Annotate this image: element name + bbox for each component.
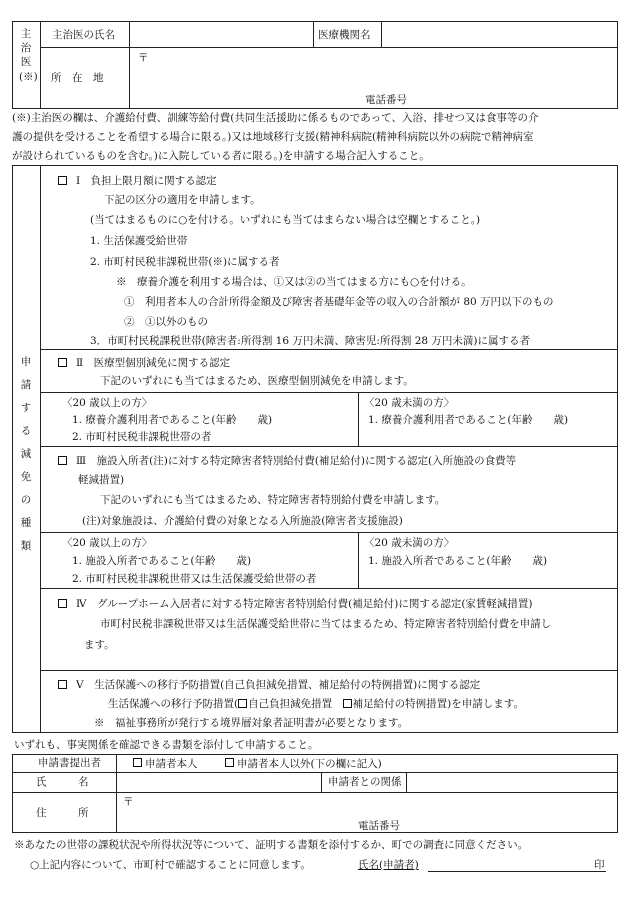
applicant-address-label: 住 所 — [36, 807, 89, 819]
applicant-name-field[interactable] — [118, 774, 319, 790]
section5-title: Ⅴ 生活保護への移行予防措置(自己負担減免措置、補足給付の特例措置)に関する認定 — [76, 679, 481, 691]
section1-line: 下記の区分の適用を申請します。 — [104, 194, 261, 206]
doctor-note-line: 護の提供を受けることを希望する場合に限る。)又は地域移行支援(精神科病院(精神科病院以外の病院で精神病室 — [12, 131, 534, 143]
section5-note: ※ 福祉事務所が発行する境界層対象者証明書が必要となります。 — [94, 717, 409, 729]
section5-opt1-checkbox[interactable] — [238, 699, 247, 708]
section1-line: ※ 療養介護を利用する場合は、①又は②の当てはまる方にも○を付ける。 — [116, 276, 472, 288]
institution-field[interactable] — [383, 23, 616, 45]
doctor-phone-label: 電話番号 — [365, 94, 407, 106]
section4-checkbox[interactable] — [58, 599, 70, 611]
submitter-self-option[interactable]: 申請者本人 — [133, 758, 198, 770]
signature-line[interactable] — [428, 871, 606, 880]
applicant-phone-label: 電話番号 — [358, 820, 400, 832]
section4-desc-cont: ます。 — [84, 639, 115, 651]
section5-opt2-checkbox[interactable] — [343, 699, 352, 708]
section5-opt1-label[interactable]: 自己負担減免措置 — [248, 698, 333, 710]
section4-title: Ⅳ グループホーム入居者に対する特定障害者特別給付費(補足給付)に関する認定(家賃軽減措置) — [76, 598, 533, 610]
applicant-postal-mark: 〒 — [123, 796, 134, 808]
doctor-name-label: 主治医の氏名 — [52, 29, 115, 41]
section2-right-head: 〈20 歳未満の方〉 — [364, 397, 455, 409]
section1-option[interactable]: ① 利用者本人の合計所得金額及び障害者基礎年金等の収入の合計額が 80 万円以下のもの — [124, 296, 554, 308]
section3-right-head: 〈20 歳未満の方〉 — [364, 537, 455, 549]
relation-field[interactable] — [408, 774, 616, 790]
doctor-address-field[interactable] — [131, 49, 615, 89]
doctor-postal-mark: 〒 — [138, 52, 149, 64]
section1-checkbox[interactable] — [58, 176, 70, 188]
section3-left-item[interactable]: 1. 施設入所者であること(年齢 歳) — [72, 555, 252, 567]
section3-right-item[interactable]: 1. 施設入所者であること(年齢 歳) — [368, 555, 548, 567]
reduction-side-label: 申請する減免の種類 — [20, 356, 32, 552]
section2-left-item[interactable]: 2. 市町村民税非課税世帯の者 — [72, 431, 212, 443]
section3-title-cont: 軽減措置) — [78, 474, 125, 486]
applicant-name-label: 氏 名 — [36, 776, 89, 788]
relation-label: 申請者との関係 — [328, 776, 402, 788]
consent-statement[interactable]: ○上記内容について、市町村で確認することに同意します。 — [30, 859, 311, 871]
doctor-side-label: 主治医(※) — [19, 28, 38, 83]
section5-checkbox[interactable] — [58, 680, 70, 692]
section3-checkbox[interactable] — [58, 456, 70, 468]
attach-note: いずれも、事実関係を確認できる書類を添付して申請すること。 — [14, 739, 319, 751]
section4-desc: 市町村民税非課税世帯又は生活保護受給世帯に当てはまるため、特定障害者特別給付費を申請し — [100, 618, 552, 630]
section2-right-item[interactable]: 1. 療養介護利用者であること(年齢 歳) — [368, 414, 569, 426]
section5-opt2-label[interactable]: 補足給付の特例措置 — [352, 698, 448, 710]
section1-option[interactable]: 1. 生活保護受給世帯 — [90, 235, 188, 247]
signature-label: 氏名(申請者) — [358, 859, 419, 871]
section2-checkbox[interactable] — [58, 358, 70, 370]
doctor-address-label: 所 在 地 — [51, 72, 104, 84]
submitter-other-option[interactable]: 申請者本人以外(下の欄に記入) — [225, 758, 382, 770]
section1-option[interactable]: ② ①以外のもの — [124, 316, 208, 328]
section2-desc: 下記のいずれにも当てはまるため、医療型個別減免を申請します。 — [100, 375, 414, 387]
section3-left-head: 〈20 歳以上の方〉 — [62, 537, 153, 549]
section3-title: Ⅲ 施設入所者(注)に対する特定障害者特別給付費(補足給付)に関する認定(入所施設の食費等 — [76, 455, 517, 467]
section3-desc: 下記のいずれにも当てはまるため、特定障害者特別給付費を申請します。 — [100, 494, 446, 506]
doctor-note-line: が設けられているものを含む。)に入院している者に限る。)を申請する場合記入すること。 — [12, 150, 430, 162]
institution-label: 医療機関名 — [318, 29, 371, 41]
section1-option[interactable]: 3．市町村民税課税世帯(障害者:所得割 16 万円未満、障害児:所得割 28 万円未満)に属する者 — [90, 335, 531, 347]
applicant-address-field[interactable] — [118, 794, 615, 814]
section3-left-item[interactable]: 2. 市町村民税非課税世帯又は生活保護受給世帯の者 — [72, 573, 317, 585]
seal-mark: 印 — [594, 859, 605, 871]
section2-title: Ⅱ 医療型個別減免に関する認定 — [76, 357, 231, 369]
submitter-label: 申請書提出者 — [38, 757, 101, 769]
section1-title: Ⅰ 負担上限月額に関する認定 — [76, 175, 217, 187]
doctor-note-line: (※)主治医の欄は、介護給付費、訓練等給付費(共同生活援助に係るものであって、入浴、排せつ又は食事等の介 — [12, 112, 539, 124]
section5-desc: 生活保護への移行予防措置( 自己負担減免措置 補足給付の特例措置)を申請します。 — [108, 698, 524, 710]
section1-option[interactable]: 2. 市町村民税非課税世帯(※)に属する者 — [90, 256, 280, 268]
section1-line: (当てはまるものに○を付ける。いずれにも当てはまらない場合は空欄とすること。) — [90, 214, 481, 226]
doctor-name-field[interactable] — [131, 23, 311, 45]
section2-left-item[interactable]: 1. 療養介護利用者であること(年齢 歳) — [72, 414, 273, 426]
section2-left-head: 〈20 歳以上の方〉 — [62, 397, 153, 409]
footer-note: ※あなたの世帯の課税状況や所得状況等について、証明する書類を添付するか、町での調査に同意ください。 — [14, 839, 529, 851]
section3-note: (注)対象施設は、介護給付費の対象となる入所施設(障害者支援施設) — [82, 515, 403, 527]
